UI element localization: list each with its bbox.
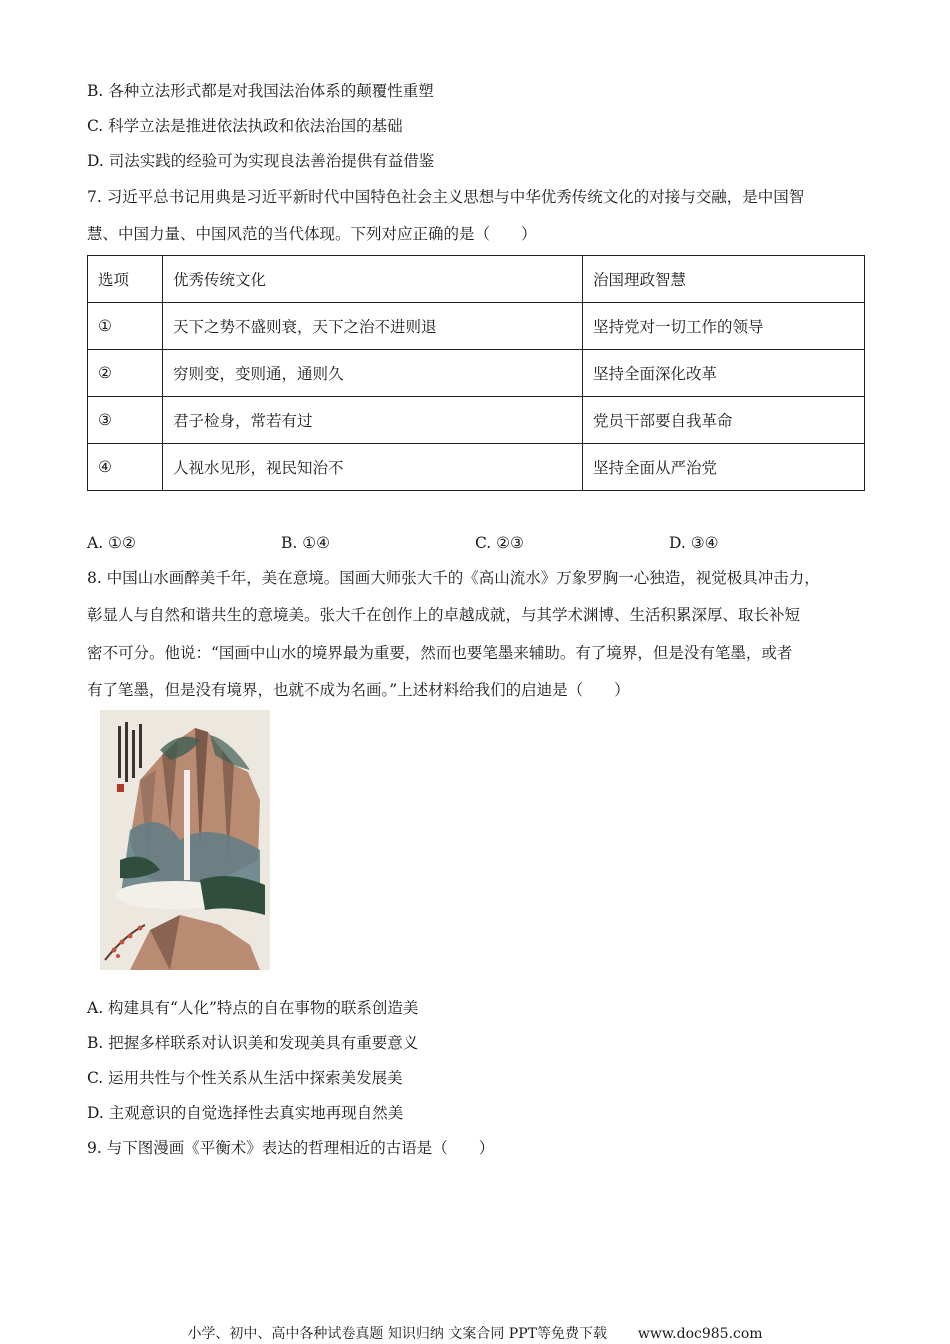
q7-stem-line-1: 7. 习近平总书记用典是习近平新时代中国特色社会主义思想与中华优秀传统文化的对接与交融，是中国智 (87, 188, 805, 206)
q6-option-c: C. 科学立法是推进依法执政和依法治国的基础 (87, 117, 403, 135)
q8-stem-line-3: 密不可分。他说：“国画中山水的境界最为重要，然而也要笔墨来辅助。有了境界，但是没有笔墨，或者 (87, 644, 793, 662)
table-header-cell: 选项 (88, 256, 163, 303)
q7-option-c: C. ②③ (475, 534, 524, 552)
table-row (88, 303, 865, 350)
q7-option-d: D. ③④ (669, 534, 719, 552)
table-cell: ③ (88, 397, 163, 444)
q8-stem-line-4: 有了笔墨，但是没有境界，也就不成为名画。”上述材料给我们的启迪是（ ） (87, 681, 630, 699)
table-cell: 坚持全面从严治党 (583, 444, 865, 491)
table-cell: 党员干部要自我革命 (583, 397, 865, 444)
table-cell: 坚持全面深化改革 (583, 350, 865, 397)
table-row (88, 350, 865, 397)
table-cell: ④ (88, 444, 163, 491)
table-cell: 坚持党对一切工作的领导 (583, 303, 865, 350)
table-row (88, 444, 865, 491)
table-cell: ② (88, 350, 163, 397)
footer-text: 小学、初中、高中各种试卷真题 知识归纳 文案合同 PPT等免费下载 (187, 1326, 607, 1342)
page-footer (0, 1324, 950, 1344)
q7-option-b: B. ①④ (281, 534, 331, 552)
table-header-row (88, 256, 865, 303)
q6-option-b: B. 各种立法形式都是对我国法治体系的颠覆性重塑 (87, 82, 434, 100)
table-cell: 君子检身，常若有过 (163, 397, 583, 444)
table-row (88, 397, 865, 444)
q8-stem-line-2: 彰显人与自然和谐共生的意境美。张大千在创作上的卓越成就，与其学术渊博、生活积累深厚、取长补短 (87, 606, 801, 624)
q8-stem-line-1: 8. 中国山水画醉美千年，美在意境。国画大师张大千的《高山流水》万象罗胸一心独造，视觉极具冲击力， (87, 569, 820, 587)
table-cell: 穷则变，变则通，通则久 (163, 350, 583, 397)
table-cell: 天下之势不盛则衰，天下之治不进则退 (163, 303, 583, 350)
table-header-cell: 治国理政智慧 (583, 256, 865, 303)
q7-option-a: A. ①② (87, 534, 136, 552)
q6-option-d: D. 司法实践的经验可为实现良法善治提供有益借鉴 (87, 152, 435, 170)
q7-table (87, 255, 865, 491)
q8-option-d: D. 主观意识的自觉选择性去真实地再现自然美 (87, 1104, 404, 1122)
q8-option-b: B. 把握多样联系对认识美和发现美具有重要意义 (87, 1034, 419, 1052)
table-cell: ① (88, 303, 163, 350)
q9-stem: 9. 与下图漫画《平衡术》表达的哲理相近的古语是（ ） (87, 1139, 495, 1157)
q7-stem-line-2: 慧、中国力量、中国风范的当代体现。下列对应正确的是（ ） (87, 225, 537, 243)
q8-option-c: C. 运用共性与个性关系从生活中探索美发展美 (87, 1069, 403, 1087)
landscape-painting-image (100, 710, 270, 970)
q8-option-a: A. 构建具有“人化”特点的自在事物的联系创造美 (87, 999, 419, 1017)
table-cell: 人视水见形，视民知治不 (163, 444, 583, 491)
table-header-cell: 优秀传统文化 (163, 256, 583, 303)
footer-url: www.doc985.com (637, 1326, 763, 1342)
